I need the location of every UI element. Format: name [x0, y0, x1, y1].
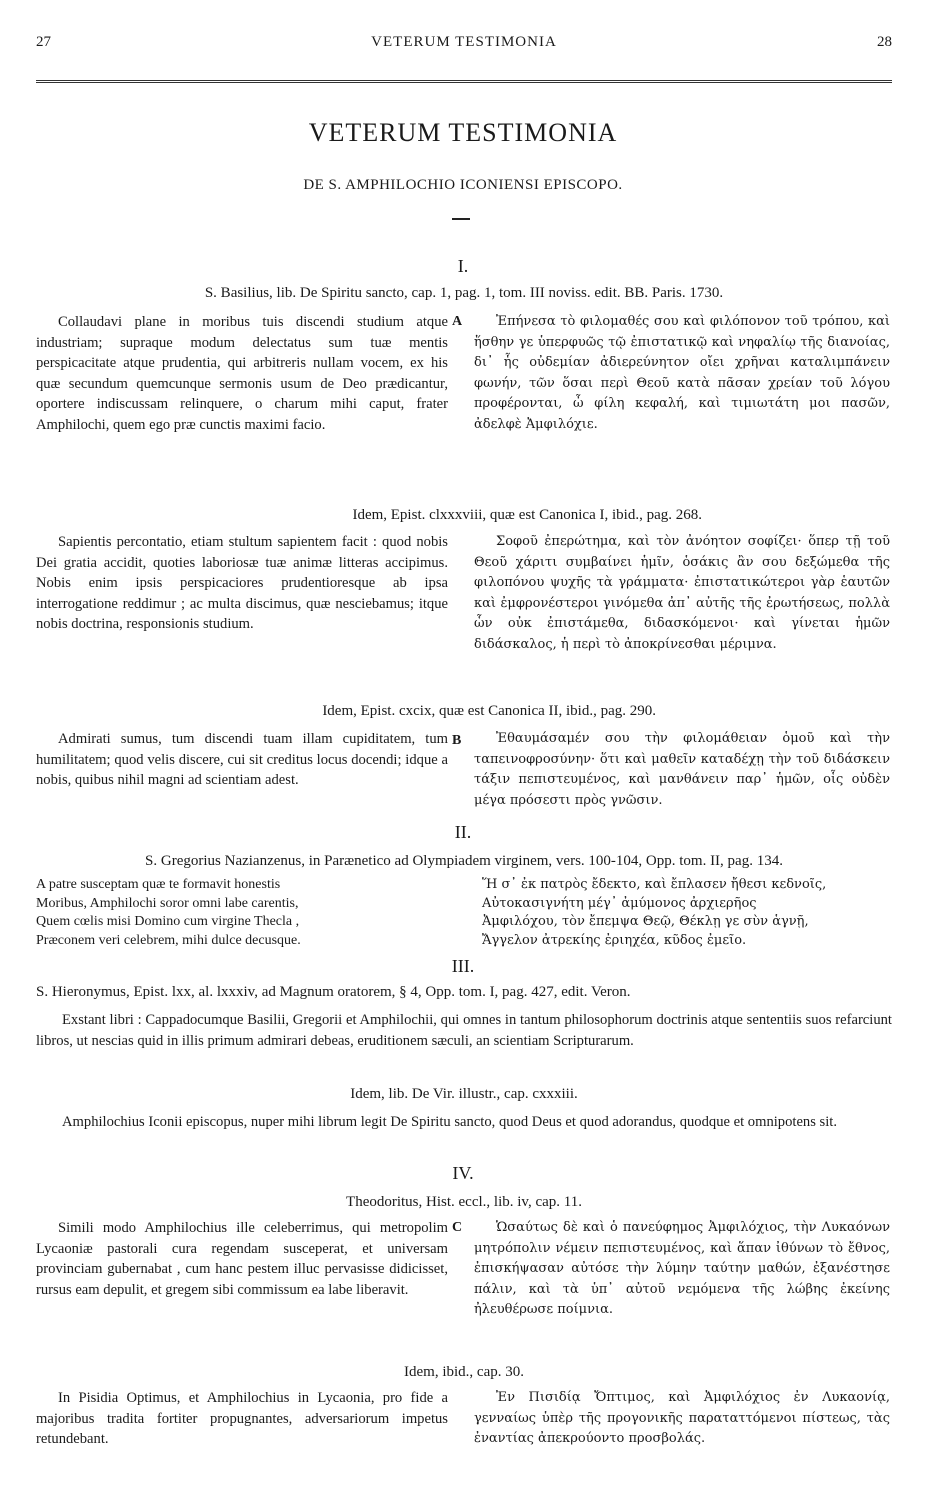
header-rule — [36, 80, 892, 83]
jerome-paragraph: Exstant libri : Cappadocumque Basilii, Gregorii et Amphilochii, qui omnes in tantum philosophorum doctrinis atque sententiis suos refarciunt libros, ut nescias quid in illis primum admirari debeas, eruditionem sæculi, an scientiam Scripturarum. — [36, 1012, 892, 1049]
running-header — [36, 34, 892, 56]
epist-188-greek-text: Σοφοῦ ἐπερώτημα, καὶ τὸν ἀνόητον σοφίζει· ὅπερ τῇ τοῦ Θεοῦ χάριτι συμβαίνει ἡμῖν, ὁσάκις ἂν σου δεξώμεθα τῆς φιλοπόνου ψυχῆς τὰ γράμματα· ἐπιστατικώτεροι γὰρ ἑαυτῶν καὶ ἐμφρονέστεροι γινόμεθα ἀπ᾽ αὐτῆς τῆς ἐρωτήσεως, πολλὰ ὧν οὐκ ἐπιστάμεθα, διδασκόμενοι· καὶ γίνεται ἡμῶν διδάσκαλος, ἡ περὶ τὸ ἀποκρίνεσθαι μέριμνα. — [474, 534, 890, 652]
divider-dash — [452, 218, 470, 220]
basil-greek-text: Ἐπήνεσα τὸ φιλομαθές σου καὶ φιλόπονον τοῦ τρόπου, καὶ ἥσθην γε ὑπερφυῶς τῷ ἐπιστατικῷ καὶ νηφαλίῳ τῆς διανοίας, δι᾽ ἧς οὐδεμίαν ἀδιερεύνητον οἴει χρῆναι καταλιμπάνειν φωνήν, τῶν ὅσαι περὶ Θεοῦ κατὰ πᾶσαν χρείαν τοῦ λόγου προφέρονται, ὦ φίλη κεφαλή, καὶ τιμιωτάτη μοι πασῶν, ἀδελφὲ Ἀμφιλόχιε. — [474, 314, 890, 432]
source-gregory: S. Gregorius Nazianzenus, in Parænetico ad Olympiadem virginem, vers. 100-104, Opp. tom. II, pag. 134. — [145, 853, 783, 869]
jerome-vir-illustr-paragraph: Amphilochius Iconii episcopus, nuper mihi librum legit De Spiritu sancto, quod Deus et quod adorandus, quodque et omnipotens sit. — [62, 1114, 837, 1130]
section-heading-3: III. — [451, 956, 475, 976]
margin-marker-c: C — [452, 1220, 463, 1235]
margin-marker-a: A — [452, 314, 463, 329]
section-heading-1: I. — [457, 256, 469, 276]
source-jerome-vir-illustr: Idem, lib. De Vir. illustr., cap. cxxxiii. — [350, 1086, 578, 1102]
margin-marker-b: B — [452, 733, 462, 748]
verse-line: Ἀμφιλόχου, τὸν ἔπεμψα Θεῷ, Θέκλῃ γε σὺν ἁγνῇ, — [482, 914, 809, 929]
page-number-left: 27 — [36, 34, 51, 50]
verse-line: Αὐτοκασιγνήτη μέγ᾽ ἀμύμονος ἀρχιερῆος — [482, 895, 757, 911]
page-number-right: 28 — [877, 34, 892, 50]
epist-199-latin-text: Admirati sumus, tum discendi tuam illam cupiditatem, tum humilitatem; quod velis discere, cui sit creditus locus docendi; idque a nobis, quibus nihil magni ad scientiam adest. — [36, 731, 448, 789]
theodoret-latin-text: Simili modo Amphilochius ille celeberrimus, qui metropolim Lycaoniæ pastorali cura regendam susceperat, et universam provinciam gubernabat , cum hanc pestem illuc pervasisse didicisset, rursus eam depulit, et gregem sibi commissum ea labe liberavit. — [36, 1220, 448, 1298]
verse-line: Ἄγγελον ἀτρεκίης ἐριηχέα, κῦδος ἐμεῖο. — [482, 932, 747, 948]
theodoret-cap-30-latin-text: In Pisidia Optimus, et Amphilochius in Lycaonia, pro fide a majoribus tradita fortiter propugnantes, adversariorum impetus retundebant. — [36, 1390, 448, 1448]
source-epist-199: Idem, Epist. cxcix, quæ est Canonica II, ibid., pag. 290. — [322, 703, 656, 719]
jerome-text — [36, 1010, 892, 1052]
verse-line: Quem cœlis misi Domino cum virgine Thecla , — [36, 914, 300, 929]
verse-line: Moribus, Amphilochi soror omni labe carentis, — [36, 895, 299, 911]
source-basil: S. Basilius, lib. De Spiritu sancto, cap. 1, pag. 1, tom. III noviss. edit. BB. Paris. 1730. — [204, 285, 724, 301]
epist-188-latin-text: Sapientis percontatio, etiam stultum sapientem facit : quod nobis Dei gratia accidit, quoties laboriosæ tuæ animæ litteras accipimus. Nobis enim ipsis perspicaciores prudentioresque ab ipsa interrogatione reddimur ; ac multa discimus, quæ nesciebamus; itque nobis doctrina, responsionis studium. — [36, 534, 448, 633]
section-heading-2: II. — [454, 822, 472, 842]
source-theodoret-cap-30: Idem, ibid., cap. 30. — [404, 1364, 524, 1380]
theodoret-cap-30-greek-text: Ἐν Πισιδίᾳ Ὄπτιμος, καὶ Ἀμφιλόχιος ἐν Λυκαονίᾳ, γενναίως ὑπὲρ τῆς προγονικῆς παραταττόμενοι πίστεως, τὰς ἐναντίας ἀπεκρούοντο προσβολάς. — [474, 1390, 890, 1447]
verse-line: Ἥ σ᾽ ἐκ πατρὸς ἔδεκτο, καὶ ἔπλασεν ἤθεσι κεδνοῖς, — [482, 877, 827, 892]
verse-line: A patre susceptam quæ te formavit honestis — [36, 877, 281, 892]
basil-latin-text: Collaudavi plane in moribus tuis discendi studium atque industriam; supraque modum delectatus sum tuæ mentis perspicacitate atque prudentia, qui arbitreris nullam vocem, ex his quæ secundum quemcunque sermonis usum de Deo prædicantur, oportere indiscussam relinquere, o charum mihi caput, frater Amphilochi, quem ego præ cunctis maximi facio. — [36, 314, 448, 433]
source-epist-188: Idem, Epist. clxxxviii, quæ est Canonica I, ibid., pag. 268. — [352, 507, 702, 523]
page-title: VETERUM TESTIMONIA — [308, 118, 618, 147]
theodoret-greek-text: Ὡσαύτως δὲ καὶ ὁ πανεύφημος Ἀμφιλόχιος, τὴν Λυκαόνων μητρόπολιν νέμειν πεπιστευμένος, καὶ ἅπαν ἰθύνων τὸ ἔθνος, ἐπισκήψασαν αὐτόσε τὴν λύμην ταύτην μαθών, ἐξανέστησε πάλιν, καὶ τὰ ὑπ᾽ αὐτοῦ νεμόμενα τῆς λώβης ἐκείνης ἠλευθέρωσε ποίμνια. — [474, 1220, 890, 1318]
source-theodoret: Theodoritus, Hist. eccl., lib. iv, cap. 11. — [346, 1194, 582, 1210]
verse-line: Præconem veri celebrem, mihi dulce decusque. — [36, 932, 301, 948]
gregory-latin-verses — [36, 876, 448, 950]
page-subtitle: DE S. AMPHILOCHIO ICONIENSI EPISCOPO. — [303, 177, 623, 193]
source-jerome: S. Hieronymus, Epist. lxx, al. lxxxiv, ad Magnum oratorem, § 4, Opp. tom. I, pag. 427, edit. Veron. — [36, 984, 631, 1000]
running-title: VETERUM TESTIMONIA — [371, 34, 557, 50]
epist-199-greek-text: Ἐθαυμάσαμέν σου τὴν φιλομάθειαν ὁμοῦ καὶ τὴν ταπεινοφροσύνην· ὅτι καὶ μαθεῖν καταδέχῃ τὴν τοῦ διδάσκειν τάξιν πεπιστευμένος, καὶ μανθάνειν παρ᾽ ἡμῶν, οἷς οὐδὲν μέγα πρόσεστι πρὸς γνῶσιν. — [474, 731, 890, 808]
gregory-greek-verses — [482, 876, 898, 950]
jerome-vir-illustr-text — [36, 1112, 892, 1133]
section-heading-4: IV. — [452, 1163, 474, 1183]
